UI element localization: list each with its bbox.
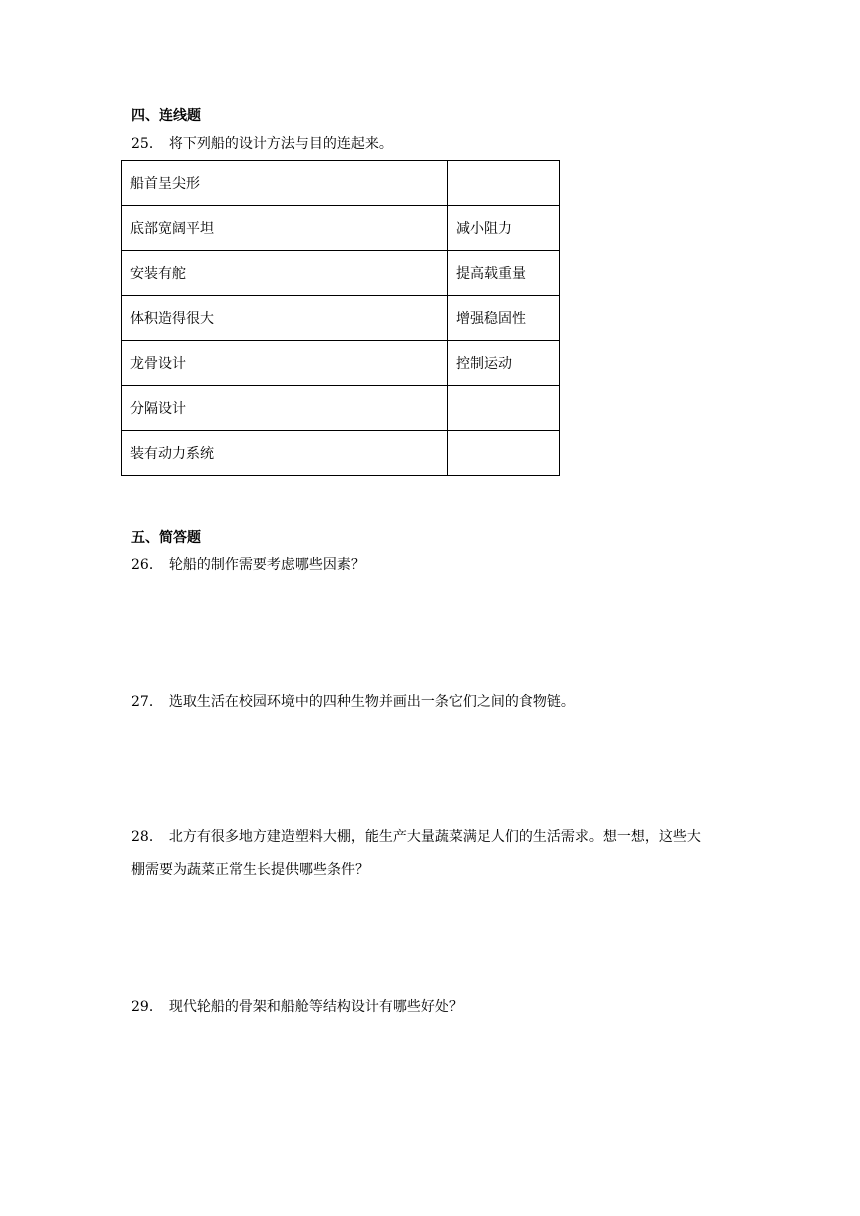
design-method-cell: 底部宽阔平坦 [122,206,448,251]
question-number: 27． [131,694,163,710]
purpose-cell: 增强稳固性 [448,296,560,341]
purpose-cell [448,161,560,206]
question-text: 将下列船的设计方法与目的连起来。 [168,136,393,152]
purpose-cell: 控制运动 [448,341,560,386]
table-row [122,296,560,341]
design-method-cell: 龙骨设计 [122,341,448,386]
question-27 [131,692,575,712]
question-number: 25． [131,136,163,152]
table-row [122,206,560,251]
question-28 [131,827,701,847]
design-method-cell: 体积造得很大 [122,296,448,341]
section-title-short-answer: 五、简答题 [131,530,201,546]
table-row [122,251,560,296]
purpose-cell: 提高载重量 [448,251,560,296]
purpose-cell [448,431,560,476]
question-26 [131,555,365,575]
question-number: 29． [131,999,163,1015]
table-row [122,386,560,431]
question-text: 轮船的制作需要考虑哪些因素？ [168,557,365,573]
design-method-cell: 装有动力系统 [122,431,448,476]
question-text: 现代轮船的骨架和船舱等结构设计有哪些好处？ [168,999,463,1015]
question-text-line-1: 北方有很多地方建造塑料大棚，能生产大量蔬菜满足人们的生活需求。想一想，这些大 [168,829,701,845]
matching-table [121,160,560,476]
question-text: 选取生活在校园环境中的四种生物并画出一条它们之间的食物链。 [168,694,575,710]
design-method-cell: 安装有舵 [122,251,448,296]
purpose-cell [448,386,560,431]
design-method-cell: 船首呈尖形 [122,161,448,206]
question-29 [131,997,463,1017]
question-number: 26． [131,557,163,573]
table-row [122,161,560,206]
design-method-cell: 分隔设计 [122,386,448,431]
purpose-cell: 减小阻力 [448,206,560,251]
table-row [122,431,560,476]
section-title-matching: 四、连线题 [131,108,201,124]
question-28-line-2: 棚需要为蔬菜正常生长提供哪些条件？ [131,862,369,878]
question-number: 28． [131,829,163,845]
question-25 [131,134,393,154]
table-row [122,341,560,386]
